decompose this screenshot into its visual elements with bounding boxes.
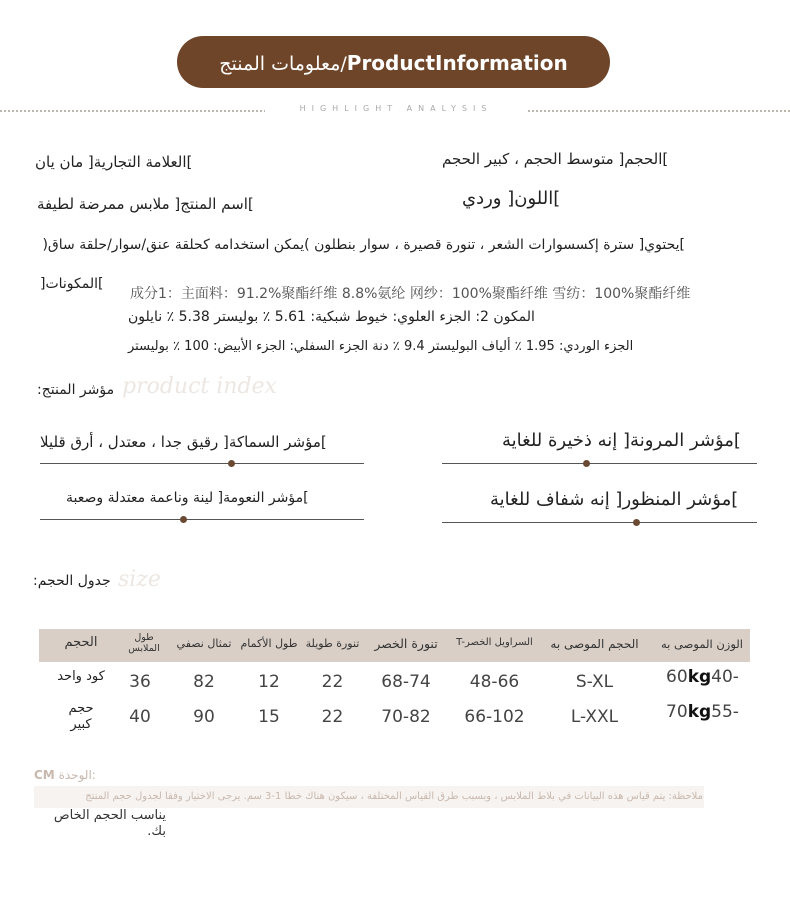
index-ghost-script: product index xyxy=(122,374,277,399)
size-table-label: جدول الحجم: xyxy=(33,573,111,589)
brand-text: ]العلامة التجارية[ مان يان xyxy=(35,153,193,171)
thickness-index: ]مؤشر السماكة[ رقيق جدا ، معتدل ، أرق قليلا xyxy=(40,433,327,451)
highlight-subtitle: HIGHLIGHT ANALYSIS xyxy=(299,104,493,113)
header-size: الحجم xyxy=(64,635,98,650)
size-ghost-script: size xyxy=(118,567,161,592)
ingredient-line-3: الجزء الوردي: 1.95 ٪ ألياف البوليستر 9.4 ٪ دنة الجزء السفلي: الجزء الأبيض: 100 ٪ بوليستر xyxy=(128,339,634,354)
row2-size-line1: حجم xyxy=(68,701,94,716)
row2-skirt-waist: 70-82 xyxy=(381,707,431,727)
row1-pants-waist: 48-66 xyxy=(469,672,520,692)
row2-weight xyxy=(650,702,755,722)
elasticity-marker xyxy=(583,460,590,467)
ingredients-label: ]المكونات[ xyxy=(40,276,104,292)
row2-sleeve: 15 xyxy=(258,707,280,727)
header-pants-waist: T-السراويل الخصر xyxy=(456,637,533,648)
title-english: ProductInformation xyxy=(346,51,568,75)
title-arabic: معلومات المنتج xyxy=(219,53,341,75)
measurement-note: ملاحظة: يتم قياس هذه البيانات في بلاط الملابس ، وبسبب طرق القياس المختلفة ، سيكون هناك خطأ 1-3 سم. يرجى الاختيار وفقا لجدول حجم المنتج xyxy=(85,791,703,802)
transparency-marker xyxy=(633,519,640,526)
row2-pants-waist: 66-102 xyxy=(464,707,525,727)
unit-label: الوحدة: xyxy=(58,768,96,782)
row2-long-skirt: 22 xyxy=(321,707,344,727)
row2-size-line2: كبير xyxy=(70,717,92,732)
row1-sleeve: 12 xyxy=(258,672,280,692)
header-long-skirt: تنورة طويلة xyxy=(305,637,360,650)
row2-size xyxy=(45,701,117,733)
header-bust: تمثال نصفي xyxy=(176,637,232,650)
row1-bust: 82 xyxy=(193,672,215,692)
row2-weight-unit: kg xyxy=(687,702,712,722)
header-length: طول الملابس xyxy=(128,632,160,654)
thickness-scale xyxy=(40,463,364,464)
title-separator: / xyxy=(340,53,347,75)
row2-weight-low: 55- xyxy=(711,702,739,722)
ingredient-line-1: 成分1：主面料：91.2%聚酯纤维 8.8%氨纶 网纱：100%聚酯纤维 雪纺：100%聚酯纤维 xyxy=(130,286,691,302)
row1-skirt-waist: 68-74 xyxy=(381,672,431,692)
ingredient-line-2: المكون 2: الجزء العلوي: خيوط شبكية: 5.61 ٪ بوليستر 5.38 ٪ نايلون xyxy=(128,309,535,325)
softness-marker xyxy=(180,516,187,523)
unit-value: CM xyxy=(34,768,55,782)
transparency-scale xyxy=(442,522,757,523)
size-text: ]الحجم[ متوسط الحجم ، كبير الحجم xyxy=(442,150,669,168)
header-sleeve-length: طول الأكمام xyxy=(240,637,298,650)
row1-long-skirt: 22 xyxy=(321,672,344,692)
index-label: مؤشر المنتج: xyxy=(37,382,115,398)
contains-text: ]يحتوي[ سترة إكسسوارات الشعر ، تنورة قصيرة ، سوار بنطلون )يمكن استخدامه كحلقة عنق/سوار/حلقة ساق( xyxy=(42,237,685,253)
row1-length: 36 xyxy=(129,672,151,692)
thickness-marker xyxy=(228,460,235,467)
transparency-index: ]مؤشر المنظور[ إنه شفاف للغاية xyxy=(490,489,739,510)
product-name-text: ]اسم المنتج[ ملابس ممرضة لطيفة xyxy=(37,195,254,213)
row1-size: كود واحد xyxy=(57,669,105,684)
row2-rec-size: L-XXL xyxy=(570,707,619,727)
elasticity-index: ]مؤشر المرونة[ إنه ذخيرة للغاية xyxy=(502,430,741,451)
note-tail-line1: يناسب الحجم الخاص xyxy=(53,808,166,823)
elasticity-scale xyxy=(442,463,757,464)
row1-weight-unit: kg xyxy=(687,667,712,687)
softness-scale xyxy=(40,519,364,520)
page-title xyxy=(177,36,610,88)
row1-weight xyxy=(650,667,755,687)
row2-length: 40 xyxy=(129,707,151,727)
row1-weight-high: 60 xyxy=(666,667,688,687)
row2-bust: 90 xyxy=(193,707,215,727)
header-skirt-waist: تنورة الخصر xyxy=(374,636,438,651)
color-text: ]اللون[ وردي xyxy=(462,188,561,209)
note-tail xyxy=(36,808,166,840)
note-tail-line2: بك. xyxy=(147,824,166,839)
header-rec-size: الحجم الموصى به xyxy=(550,637,639,651)
row2-weight-high: 70 xyxy=(666,702,688,722)
unit-line xyxy=(34,768,96,782)
row1-rec-size: S-XL xyxy=(575,672,614,692)
header-rec-weight: الوزن الموصى به xyxy=(661,637,743,651)
softness-index: ]مؤشر النعومة[ لينة وناعمة معتدلة وصعبة xyxy=(66,490,309,506)
row1-weight-low: 40- xyxy=(711,667,739,687)
